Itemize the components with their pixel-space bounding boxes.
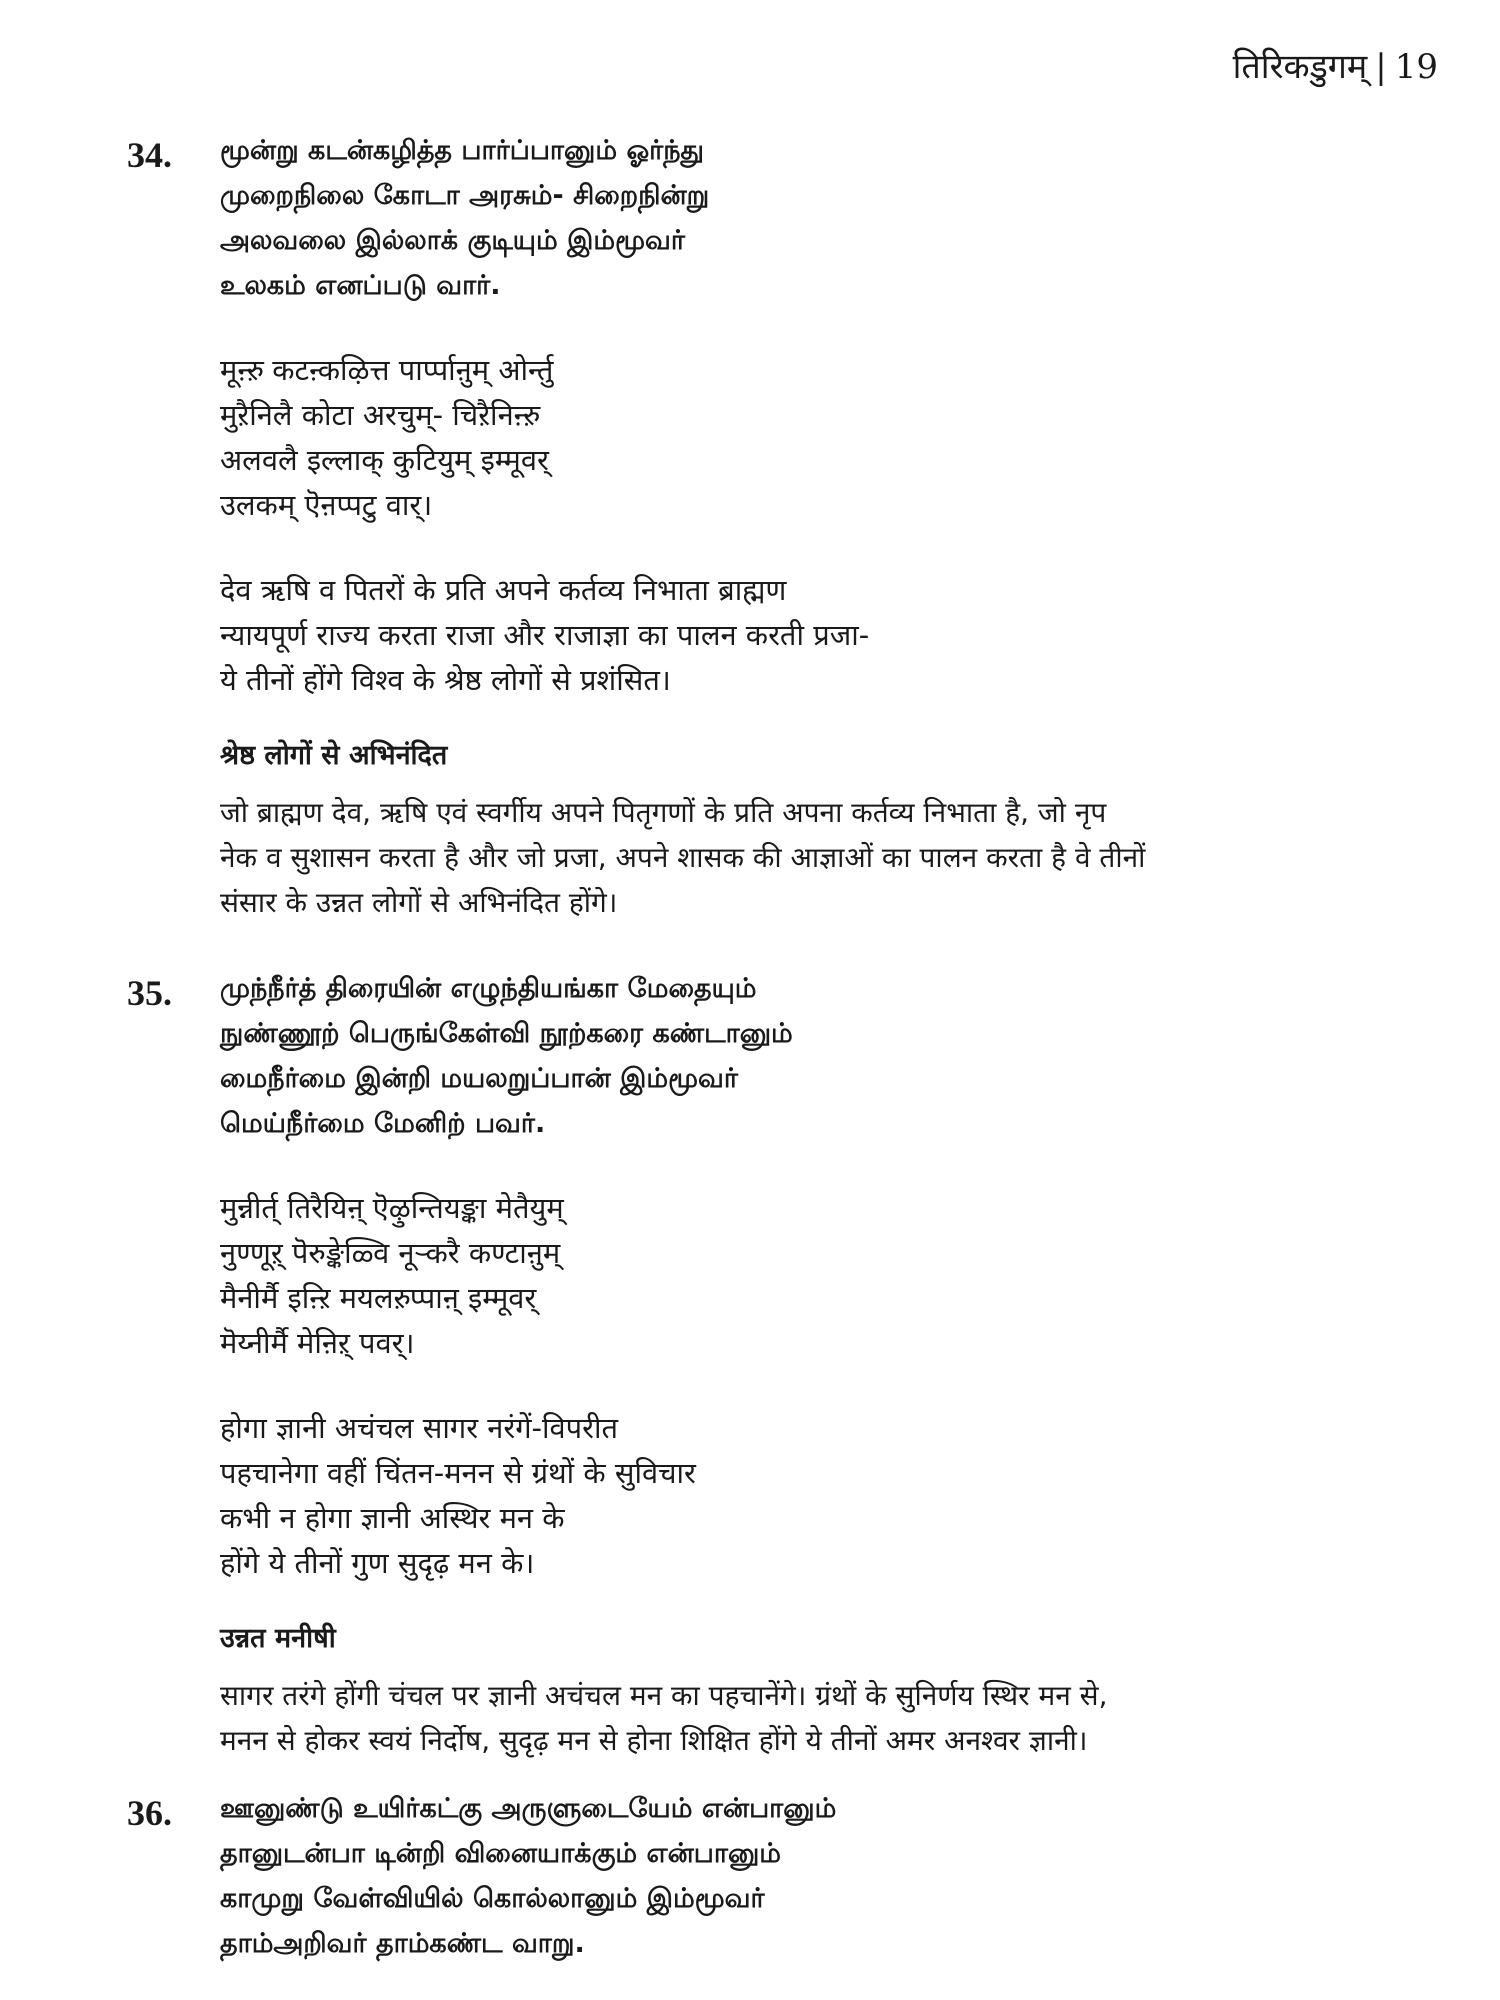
- verse-number: 34.: [127, 135, 172, 175]
- verse-number: 36.: [127, 1793, 172, 1833]
- verse-35: [127, 966, 1467, 1763]
- tamil-line: காமுறு வேள்வியில் கொல்லானும் இம்மூவர்: [220, 1883, 765, 1914]
- verse-34: [127, 128, 1467, 925]
- tamil-line: மூன்று கடன்கழித்த பார்ப்பானும் ஓர்ந்து: [220, 135, 704, 166]
- tamil-line: முந்நீர்த் திரையின் எழுந்தியங்கா மேதையும்: [220, 973, 757, 1004]
- hindi-verse-line: पहचानेगा वहीं चिंतन-मनन से ग्रंथों के सुविचार: [220, 1456, 696, 1490]
- hindi-verse: [220, 1406, 1467, 1586]
- transliteration-line: मैनीर्मै इऩ्ऱि मयलऱुप्पाऩ् इम्मूवर्: [220, 1281, 537, 1315]
- tamil-line: ஊனுண்டு உயிர்கட்கு அருளுடையேம் என்பானும்: [220, 1793, 837, 1824]
- transliteration-line: मुऱैनिलै कोटा अरचुम्- चिऱैनिऩ्ऱु: [220, 398, 540, 432]
- explanation-line: संसार के उन्नत लोगों से अभिनंदित होंगे।: [220, 886, 618, 919]
- book-title: तिरिकडुगम्: [1232, 47, 1368, 87]
- section-heading: श्रेष्ठ लोगों से अभिनंदित: [220, 740, 448, 771]
- verse-36: [127, 1786, 1467, 1966]
- tamil-verse: [220, 1786, 1467, 1966]
- tamil-line: மைநீர்மை இன்றி மயலறுப்பான் இம்மூவர்: [220, 1063, 738, 1094]
- hindi-verse-line: देव ऋषि व पितरों के प्रति अपने कर्तव्य निभाता ब्राह्मण: [220, 573, 787, 607]
- tamil-line: மெய்நீர்மை மேனிற் பவர்.: [220, 1108, 546, 1139]
- page-number: 19: [1394, 47, 1438, 87]
- hindi-verse: [220, 568, 1467, 703]
- transliteration-line: नुण्णूऱ् पॆरुङ्केळ्वि नूऱ्करै कण्टाऩुम्: [220, 1236, 561, 1270]
- tamil-verse: [220, 966, 1467, 1146]
- transliteration-line: मॆय्नीर्मै मेऩिऱ् पवर्।: [220, 1326, 415, 1360]
- explanation-line: सागर तरंगे होंगी चंचल पर ज्ञानी अचंचल मन का पहचानेंगे। ग्रंथों के सुनिर्णय स्थिर मन से,: [220, 1679, 1108, 1712]
- transliteration-line: उलकम् ऎऩप्पटु वार्।: [220, 488, 433, 522]
- explanation: [220, 1673, 1467, 1763]
- tamil-line: உலகம் எனப்படு வார்.: [220, 270, 501, 301]
- transliteration-line: अलवलै इल्लाक् कुटियुम् इम्मूवर्: [220, 443, 549, 477]
- transliteration: [220, 348, 1467, 528]
- hindi-verse-line: होगा ज्ञानी अचंचल सागर नरंगें-विपरीत: [220, 1411, 619, 1445]
- transliteration-line: मुन्नीर्त् तिरैयिऩ् ऎऴुन्तियङ्का मेतैयुम्: [220, 1191, 564, 1225]
- section-heading: उन्नत मनीषी: [220, 1623, 336, 1654]
- verse-number: 35.: [127, 973, 172, 1013]
- tamil-line: நுண்ணூற் பெருங்கேள்வி நூற்கரை கண்டானும்: [220, 1018, 793, 1049]
- tamil-line: தாம்அறிவர் தாம்கண்ட வாறு.: [220, 1928, 585, 1959]
- hindi-verse-line: ये तीनों होंगे विश्व के श्रेष्ठ लोगों से प्रशंसित।: [220, 663, 671, 697]
- transliteration-line: मूऩ्ऱु कटऩ्कऴित्त पार्प्पाऩुम् ओर्न्तु: [220, 353, 554, 387]
- explanation: [220, 790, 1467, 925]
- explanation-line: नेक व सुशासन करता है और जो प्रजा, अपने शासक की आज्ञाओं का पालन करता है वे तीनों: [220, 841, 1146, 874]
- hindi-verse-line: होंगे ये तीनों गुण सुदृढ़ मन के।: [220, 1546, 535, 1580]
- tamil-line: முறைநிலை கோடா அரசும்- சிறைநின்று: [220, 180, 710, 211]
- hindi-verse-line: कभी न होगा ज्ञानी अस्थिर मन के: [220, 1501, 565, 1535]
- tamil-line: தானுடன்பா டின்றி வினையாக்கும் என்பானும்: [220, 1838, 782, 1869]
- tamil-line: அலவலை இல்லாக் குடியும் இம்மூவர்: [220, 225, 685, 256]
- transliteration: [220, 1186, 1467, 1366]
- hindi-verse-line: न्यायपूर्ण राज्य करता राजा और राजाज्ञा का पालन करती प्रजा-: [220, 618, 870, 652]
- tamil-verse: [220, 128, 1467, 308]
- explanation-line: मनन से होकर स्वयं निर्दोष, सुदृढ़ मन से होना शिक्षित होंगे ये तीनों अमर अनश्वर ज्ञानी।: [220, 1724, 1088, 1757]
- explanation-line: जो ब्राह्मण देव, ऋषि एवं स्वर्गीय अपने पितृगणों के प्रति अपना कर्तव्य निभाता है, जो नृप: [220, 796, 1107, 829]
- page-header: [1233, 42, 1438, 88]
- header-separator: |: [1375, 47, 1387, 87]
